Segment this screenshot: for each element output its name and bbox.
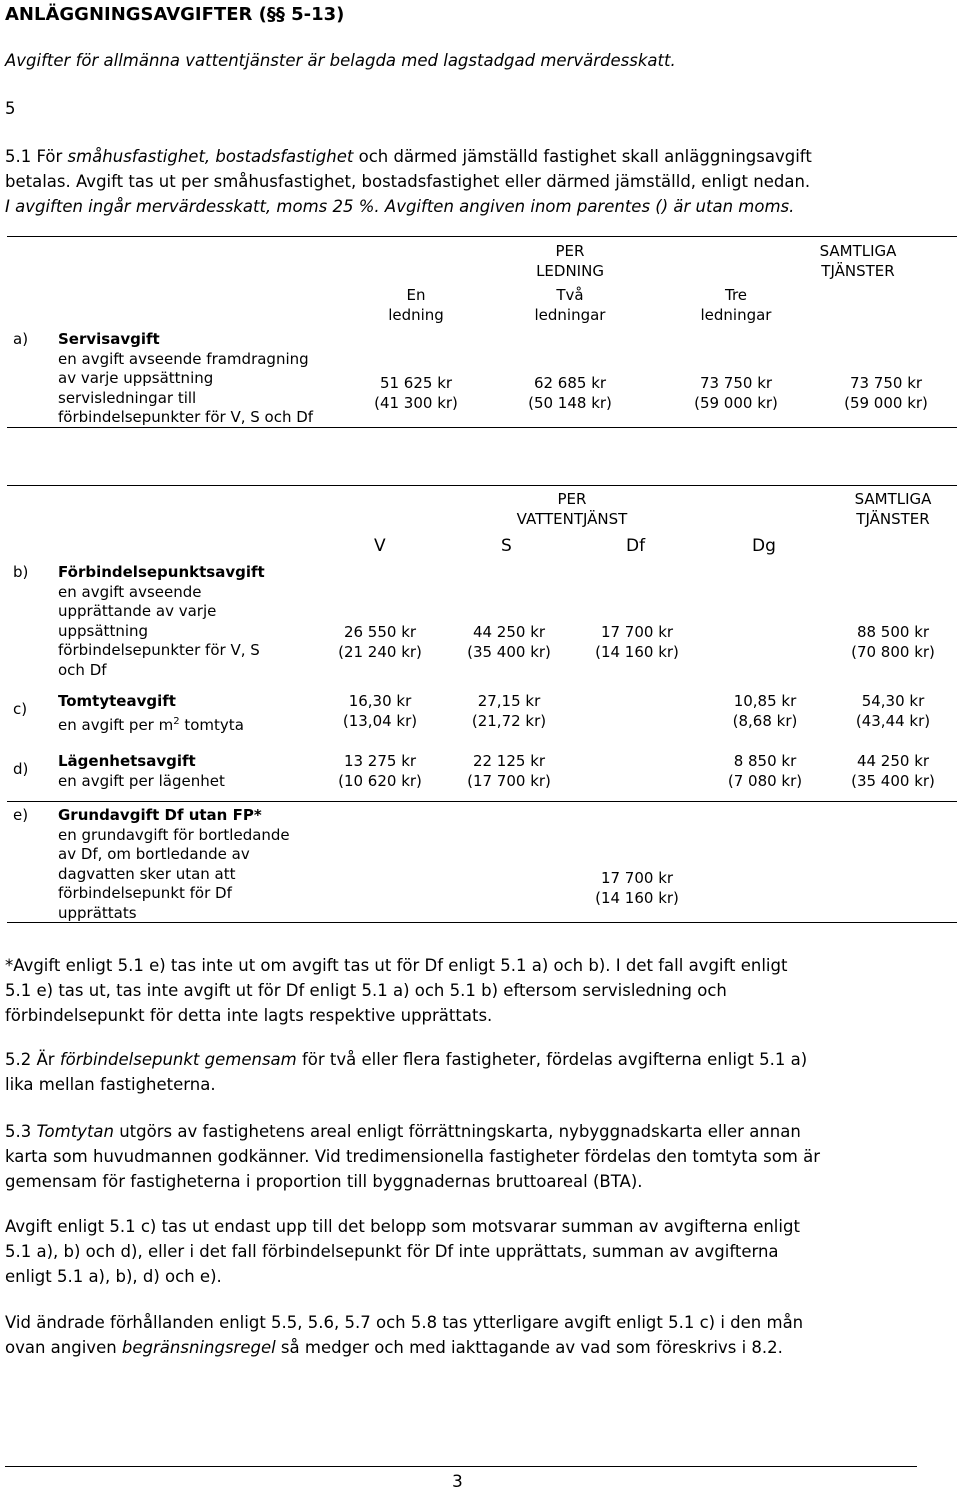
table1-head-tjanster: TJÄNSTER: [821, 262, 895, 280]
row-letter-a: a): [13, 330, 29, 348]
table1-head-samtliga: SAMTLIGA: [819, 242, 897, 260]
row-c-value-v: 16,30 kr (13,04 kr): [342, 692, 418, 730]
paragraph-andrade-line1: Vid ändrade förhållanden enligt 5.5, 5.6, 5.7 och 5.8 tas ytterligare avgift enligt 5.1 c) i den mån: [5, 1313, 804, 1332]
row-a-label: Servisavgift en avgift avseende framdragning av varje uppsättning servisledningar till förbindelsepunkter för V, S och Df: [58, 330, 314, 426]
row-c-value-s: 27,15 kr (21,72 kr): [471, 692, 547, 730]
footnote-line2: 5.1 e) tas ut, tas inte avgift ut för Df enligt 5.1 a) och 5.1 b) eftersom servisledning och: [5, 981, 727, 1000]
row-b-value-v: 26 550 kr (21 240 kr): [338, 623, 422, 661]
row-b-value-all: 88 500 kr (70 800 kr): [851, 623, 935, 661]
paragraph-andrade-line2: ovan angiven begränsningsregel så medger och med iakttagande av vad som föreskrivs i 8.2.: [5, 1338, 783, 1357]
table2-col-s: S: [501, 536, 512, 556]
page-title: ANLÄGGNINGSAVGIFTER (§§ 5-13): [5, 4, 345, 25]
row-b-label: Förbindelsepunktsavgift en avgift avseende upprättande av varje uppsättning förbindelsepunkter för V, S och Df: [58, 563, 265, 679]
row-d-value-s: 22 125 kr (17 700 kr): [467, 752, 551, 790]
table2-col-dg: Dg: [752, 536, 776, 556]
page-number: 3: [452, 1472, 463, 1492]
section-number: 5: [5, 99, 16, 118]
row-a-value-one: 51 625 kr (41 300 kr): [374, 374, 458, 412]
intro-text: Avgifter för allmänna vattentjänster är belagda med lagstadgad mervärdesskatt.: [5, 51, 676, 70]
table2-top-rule: [7, 485, 957, 486]
table2-row-e-rule: [7, 801, 957, 802]
footnote-line1: *Avgift enligt 5.1 e) tas inte ut om avgift tas ut för Df enligt 5.1 a) och b). I det fall avgift enligt: [5, 956, 788, 975]
row-letter-b: b): [13, 563, 29, 581]
table2-col-v: V: [374, 536, 386, 556]
paragraph-5-3-line1: 5.3 Tomtytan utgörs av fastighetens areal enligt förrättningskarta, nybyggnadskarta eller annan: [5, 1122, 801, 1141]
table1-top-rule: [7, 236, 957, 237]
row-d-value-v: 13 275 kr (10 620 kr): [338, 752, 422, 790]
table1-col-tre-ledningar: Tre ledningar: [700, 286, 772, 324]
row-e-value-df: 17 700 kr (14 160 kr): [595, 869, 679, 907]
table1-col-tva-ledningar: Två ledningar: [534, 286, 606, 324]
row-letter-e: e): [13, 806, 29, 824]
table2-head-samtliga: SAMTLIGA: [854, 490, 932, 508]
paragraph-avgift-line2: 5.1 a), b) och d), eller i det fall förbindelsepunkt för Df inte upprättats, summan av avgifterna: [5, 1242, 779, 1261]
table2-head-per: PER: [557, 490, 587, 508]
paragraph-5-1-line3: I avgiften ingår mervärdesskatt, moms 25 %. Avgiften angiven inom parentes () är utan moms.: [5, 197, 795, 216]
row-letter-d: d): [13, 760, 29, 778]
row-letter-c: c): [13, 700, 28, 718]
footer-rule: [5, 1466, 917, 1467]
row-b-value-df: 17 700 kr (14 160 kr): [595, 623, 679, 661]
row-b-value-s: 44 250 kr (35 400 kr): [467, 623, 551, 661]
table1-col-en-ledning: En ledning: [388, 286, 444, 324]
footnote-line3: förbindelsepunkt för detta inte lagts respektive upprättats.: [5, 1006, 493, 1025]
row-c-value-dg: 10,85 kr (8,68 kr): [732, 692, 798, 730]
row-d-value-dg: 8 850 kr (7 080 kr): [727, 752, 803, 790]
table2-bottom-rule: [7, 922, 957, 923]
paragraph-5-1-line1: 5.1 För småhusfastighet, bostadsfastighet och därmed jämställd fastighet skall anläggningsavgift: [5, 147, 812, 166]
table2-col-df: Df: [626, 536, 646, 556]
row-d-value-all: 44 250 kr (35 400 kr): [851, 752, 935, 790]
table2-head-tjanster: TJÄNSTER: [856, 510, 930, 528]
paragraph-5-1-line2: betalas. Avgift tas ut per småhusfastighet, bostadsfastighet eller därmed jämställd, enligt nedan.: [5, 172, 811, 191]
row-e-label: Grundavgift Df utan FP* en grundavgift för bortledande av Df, om bortledande av dagvatten sker utan att förbindelsepunkt för Df upprättats: [58, 806, 290, 922]
table1-head-ledning: LEDNING: [536, 262, 604, 280]
row-a-value-two: 62 685 kr (50 148 kr): [528, 374, 612, 412]
paragraph-5-2-line2: lika mellan fastigheterna.: [5, 1075, 216, 1094]
table1-head-per: PER: [555, 242, 585, 260]
row-d-label: Lägenhetsavgift en avgift per lägenhet: [58, 752, 225, 790]
table2-head-vattentjanst: VATTENTJÄNST: [516, 510, 628, 528]
row-a-value-three: 73 750 kr (59 000 kr): [694, 374, 778, 412]
paragraph-5-3-line3: gemensam för fastigheterna i proportion till byggnadernas bruttoareal (BTA).: [5, 1172, 643, 1191]
row-a-value-all: 73 750 kr (59 000 kr): [844, 374, 928, 412]
paragraph-5-3-line2: karta som huvudmannen godkänner. Vid tredimensionella fastigheter fördelas den tomtyta som är: [5, 1147, 821, 1166]
paragraph-5-2-line1: 5.2 Är förbindelsepunkt gemensam för två eller flera fastigheter, fördelas avgifterna enligt 5.1 a): [5, 1050, 808, 1069]
paragraph-avgift-line3: enligt 5.1 a), b), d) och e).: [5, 1267, 222, 1286]
row-c-label: Tomtyteavgift en avgift per $m^2$ tomtyta: [58, 692, 244, 734]
row-c-value-all: 54,30 kr (43,44 kr): [855, 692, 931, 730]
paragraph-avgift-line1: Avgift enligt 5.1 c) tas ut endast upp till det belopp som motsvarar summan av avgifterna enligt: [5, 1217, 800, 1236]
